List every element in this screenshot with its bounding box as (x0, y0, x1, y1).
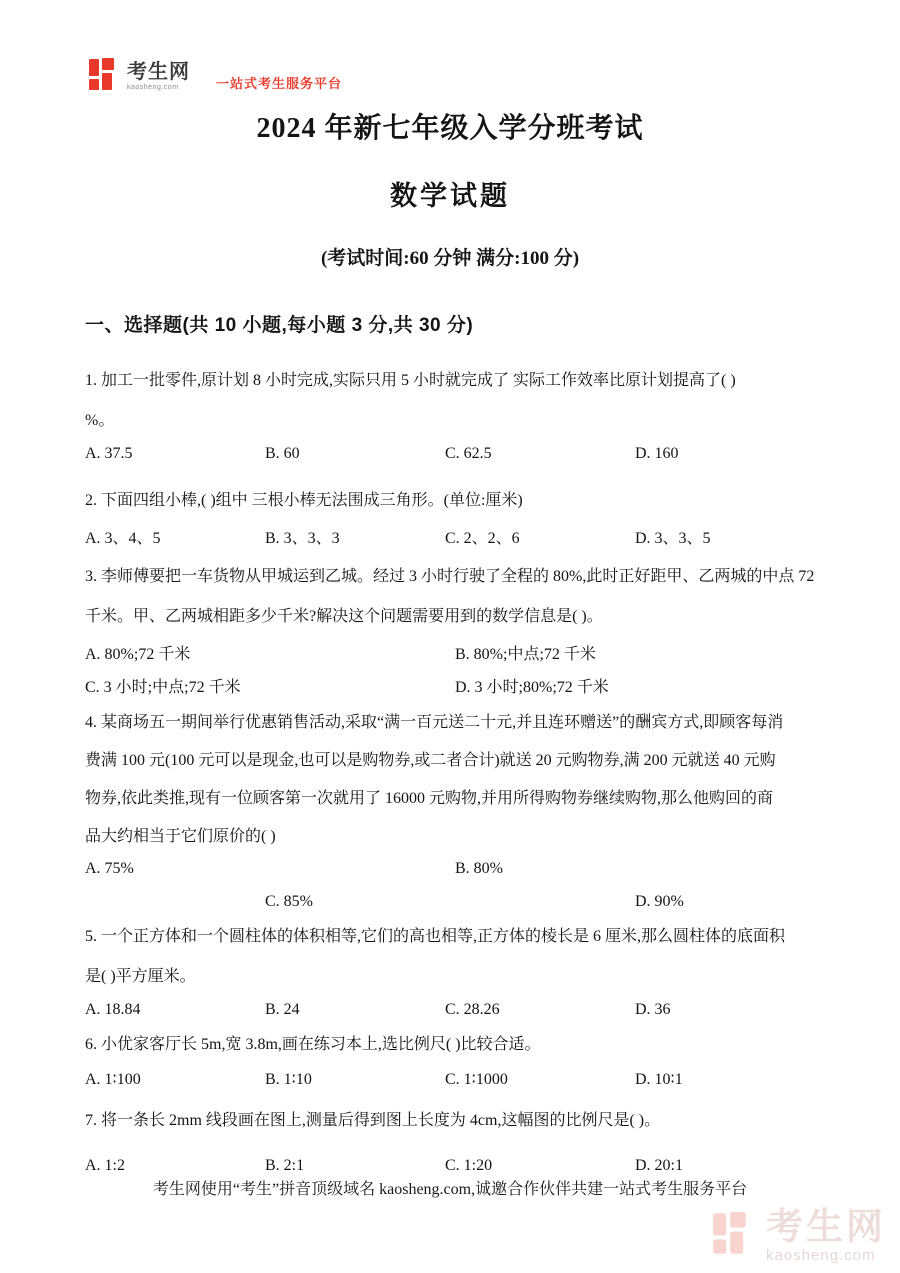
brand-logo (88, 58, 342, 94)
brand-name: 考生网 (127, 60, 190, 83)
question-4-stem-line-2: 费满 100 元(100 元可以是现金,也可以是购物券,或二者合计)就送 20 元购物券,满 200 元就送 40 元购 (85, 752, 776, 769)
kaosheng-watermark-icon (712, 1212, 756, 1259)
question-4-options-row-2 (85, 891, 815, 917)
option-c: C. 1:20 (445, 1157, 493, 1174)
question-5-stem-line-2: 是( )平方厘米。 (85, 968, 196, 985)
option-c: C. 85% (265, 893, 313, 910)
question-1-stem-line-1: 1. 加工一批零件,原计划 8 小时完成,实际只用 5 小时就完成了 实际工作效率比原计划提高了( ) (85, 372, 736, 389)
option-b: B. 1∶10 (265, 1071, 312, 1088)
option-d: D. 3、3、5 (635, 530, 711, 547)
option-b: B. 80% (455, 860, 503, 877)
option-c: C. 1∶1000 (445, 1071, 508, 1088)
option-c: C. 2、2、6 (445, 530, 520, 547)
option-a: A. 1:2 (85, 1157, 125, 1174)
question-1-stem-line-2: %。 (85, 412, 115, 429)
option-d: D. 160 (635, 445, 679, 462)
question-5-options (85, 999, 815, 1025)
brand-domain: kaosheng.com (127, 83, 179, 91)
option-a: A. 75% (85, 860, 134, 877)
question-3-stem-line-1: 3. 李师傅要把一车货物从甲城运到乙城。经过 3 小时行驶了全程的 80%,此时正好距甲、乙两城的中点 72 (85, 568, 815, 585)
option-a: A. 1∶100 (85, 1071, 141, 1088)
exam-info: (考试时间:60 分钟 满分:100 分) (320, 248, 580, 269)
option-d: D. 20:1 (635, 1157, 683, 1174)
option-b: B. 3、3、3 (265, 530, 340, 547)
question-5 (85, 917, 815, 1025)
exam-content (85, 310, 815, 1181)
question-4-options-row-1 (85, 858, 815, 884)
question-5-stem-line-1: 5. 一个正方体和一个圆柱体的体积相等,它们的高也相等,正方体的棱长是 6 厘米,那么圆柱体的底面积 (85, 928, 786, 945)
question-1-options (85, 443, 815, 469)
watermark-domain: kaosheng.com (766, 1247, 876, 1264)
option-b: B. 2:1 (265, 1157, 305, 1174)
question-6-options (85, 1067, 815, 1093)
page-subtitle: 数学试题 (390, 181, 510, 211)
question-7 (85, 1101, 815, 1181)
watermark-name: 考生网 (766, 1206, 886, 1247)
option-a: A. 37.5 (85, 445, 133, 462)
question-4-stem-line-3: 物券,依此类推,现有一位顾客第一次就用了 16000 元购物,并用所得购物券继续购物,那么他购回的商 (85, 790, 774, 807)
option-b: B. 80%;中点;72 千米 (455, 646, 596, 663)
question-3-stem-line-2: 千米。甲、乙两城相距多少千米?解决这个问题需要用到的数学信息是( )。 (85, 608, 603, 625)
option-d: D. 90% (635, 893, 684, 910)
footer-note: 考生网使用“考生”拼音顶级域名 kaosheng.com,诚邀合作伙伴共建一站式考生服务平台 (152, 1181, 748, 1198)
page-title: 2024 年新七年级入学分班考试 (256, 113, 644, 144)
question-3-options-row-2 (85, 672, 815, 698)
section-heading: 一、选择题(共 10 小题,每小题 3 分,共 30 分) (85, 315, 474, 336)
question-2-stem-line-1: 2. 下面四组小棒,( )组中 三根小棒无法围成三角形。(单位:厘米) (85, 492, 523, 509)
watermark-text (766, 1208, 886, 1263)
option-c: C. 62.5 (445, 445, 492, 462)
brand-text (127, 62, 190, 91)
option-a: A. 3、4、5 (85, 530, 161, 547)
question-2-options (85, 523, 815, 549)
question-3 (85, 557, 815, 698)
option-c: C. 3 小时;中点;72 千米 (85, 679, 241, 696)
option-d: D. 3 小时;80%;72 千米 (455, 679, 609, 696)
question-6 (85, 1025, 815, 1093)
question-7-stem-line-1: 7. 将一条长 2mm 线段画在图上,测量后得到图上长度为 4cm,这幅图的比例尺是( )。 (85, 1112, 661, 1129)
option-b: B. 60 (265, 445, 300, 462)
option-d: D. 36 (635, 1001, 671, 1018)
option-b: B. 24 (265, 1001, 300, 1018)
brand-tagline: 一站式考生服务平台 (216, 75, 343, 91)
option-d: D. 10∶1 (635, 1071, 683, 1088)
question-3-options-row-1 (85, 639, 815, 665)
option-a: A. 80%;72 千米 (85, 646, 191, 663)
option-a: A. 18.84 (85, 1001, 141, 1018)
question-2 (85, 481, 815, 549)
question-6-stem-line-1: 6. 小优家客厅长 5m,宽 3.8m,画在练习本上,选比例尺( )比较合适。 (85, 1036, 541, 1053)
watermark-logo (712, 1208, 886, 1263)
question-4-stem-line-4: 品大约相当于它们原价的( ) (85, 828, 276, 845)
option-c: C. 28.26 (445, 1001, 500, 1018)
kaosheng-logo-icon (88, 58, 122, 94)
question-4 (85, 704, 815, 917)
question-4-stem-line-1: 4. 某商场五一期间举行优惠销售活动,采取“满一百元送二十元,并且连环赠送”的酬宾方式,即顾客每消 (85, 714, 784, 731)
question-1 (85, 361, 815, 469)
